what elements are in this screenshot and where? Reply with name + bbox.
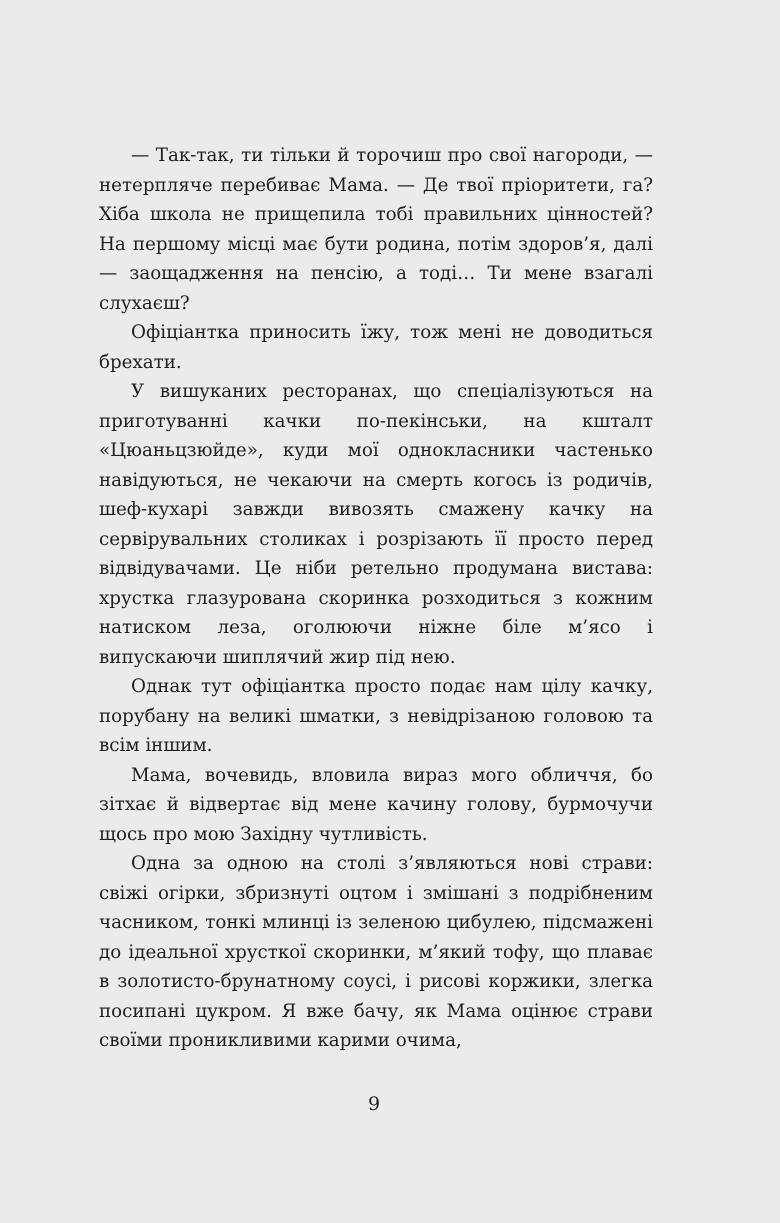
body-text xyxy=(99,141,653,1056)
page-number: 9 xyxy=(367,1093,381,1115)
paragraph: Мама, вочевидь, вловила вираз мого обличчя, бо зітхає й відвертає від мене качину голову, бурмочучи щось про мою Західну чутливість. xyxy=(99,764,653,845)
paragraph: Офіціантка приносить їжу, тож мені не доводиться брехати. xyxy=(99,322,653,373)
paragraph: — Так-так, ти тільки й торочиш про свої нагороди, — нетерпляче перебиває Мама. — Де твої пріоритети, га? Хіба школа не прищепила тобі правильних цінностей? На першому місці має бути родина, потім здоров’я, далі — заощадження на пенсію, а тоді… Ти мене взагалі слухаєш? xyxy=(99,145,653,314)
paragraph: У вишуканих ресторанах, що спеціалізуються на приготуванні качки по-пекінськи, на кшталт «Цюаньцзюйде», куди мої однокласники частенько навідуються, не чекаючи на смерть когось із родичів, шеф-кухарі завжди вивозять смажену качку на сервірувальних столиках і розрізають її просто перед відвідувачами. Це ніби ретельно продумана вистава: хрустка глазурована скоринка розходиться з кожним натиском леза, оголюючи ніжне біле м’ясо і випускаючи шиплячий жир під нею. xyxy=(99,381,653,668)
paragraph: Одна за одною на столі з’являються нові страви: свіжі огірки, збризнуті оцтом і змішані з подрібненим часником, тонкі млинці із зеленою цибулею, підсмажені до ідеальної хрусткої скоринки, м’який тофу, що плаває в золотисто-брунатному соусі, і рисові коржики, злегка посипані цукром. Я вже бачу, як Мама оцінює страви своїми проникливими карими очима, xyxy=(99,853,653,1051)
paragraph: Однак тут офіціантка просто подає нам цілу качку, порубану на великі шматки, з невідрізаною головою та всім іншим. xyxy=(99,676,653,756)
